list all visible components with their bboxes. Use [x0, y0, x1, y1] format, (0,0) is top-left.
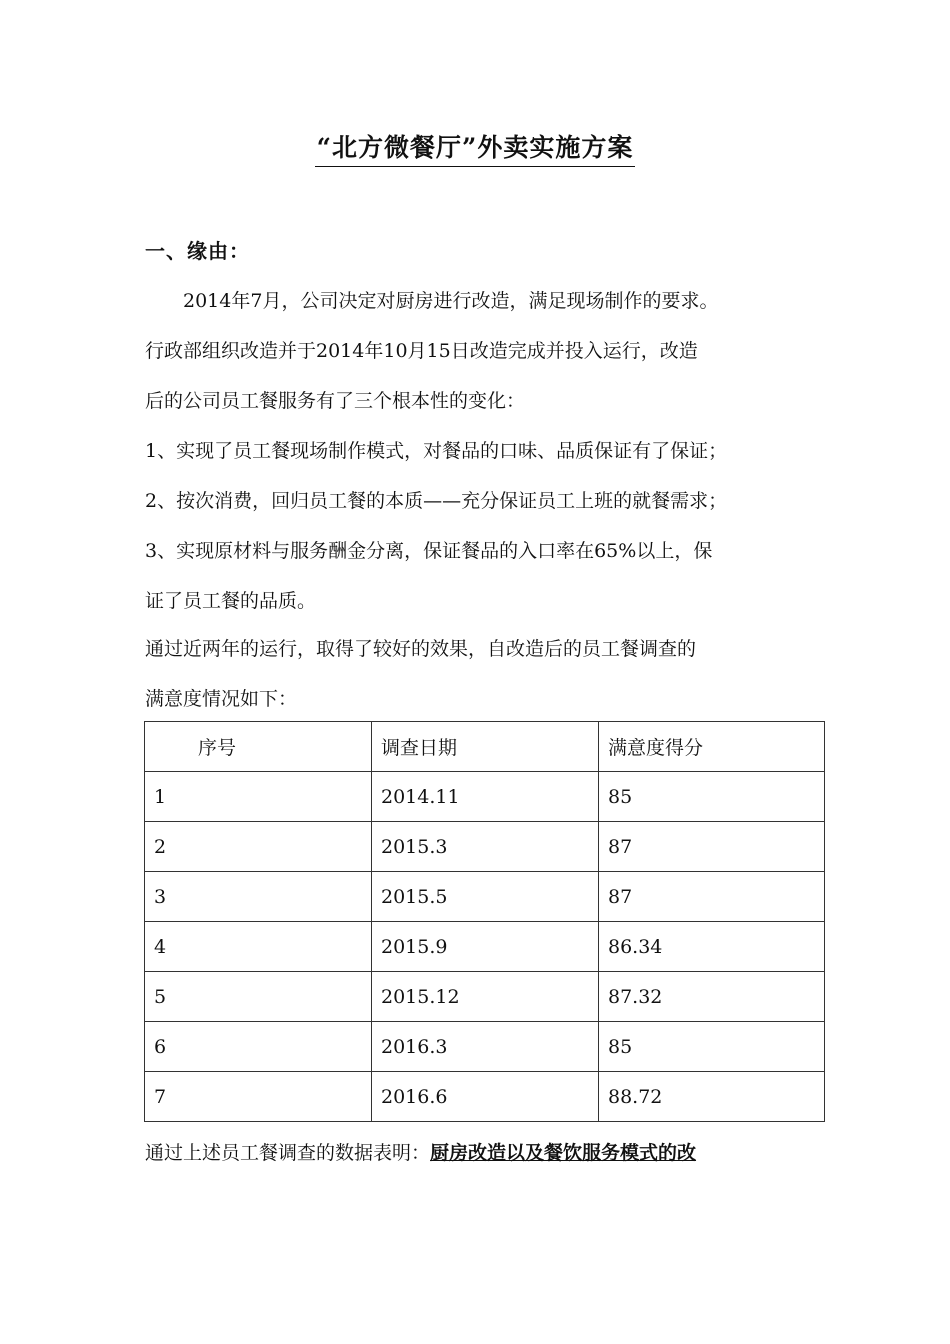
header-score: 满意度得分 [599, 722, 825, 772]
cell-date: 2015.9 [372, 922, 599, 972]
paragraph-line: 通过近两年的运行，取得了较好的效果，自改造后的员工餐调查的 [145, 638, 697, 660]
cell-index: 1 [145, 772, 372, 822]
conclusion-paragraph [145, 1128, 825, 1178]
cell-index: 7 [145, 1072, 372, 1122]
table-row [145, 972, 825, 1022]
cell-date: 2015.12 [372, 972, 599, 1022]
table-row [145, 922, 825, 972]
cell-index: 2 [145, 822, 372, 872]
cell-date: 2015.3 [372, 822, 599, 872]
header-index: 序号 [145, 722, 372, 772]
table-header-row [145, 722, 825, 772]
cell-index: 6 [145, 1022, 372, 1072]
paragraph-line: 2014年7月，公司决定对厨房进行改造，满足现场制作的要求。 [145, 290, 719, 312]
cell-date: 2014.11 [372, 772, 599, 822]
changes-list [145, 426, 825, 626]
table-row [145, 1072, 825, 1122]
cell-score: 87.32 [599, 972, 825, 1022]
cell-date: 2015.5 [372, 872, 599, 922]
conclusion-emphasis: 厨房改造以及餐饮服务模式的改 [430, 1142, 697, 1164]
table-row [145, 772, 825, 822]
cell-index: 3 [145, 872, 372, 922]
header-date: 调查日期 [372, 722, 599, 772]
paragraph-line: 行政部组织改造并于2014年10月15日改造完成并投入运行，改造 [145, 340, 698, 362]
list-item: 1、实现了员工餐现场制作模式，对餐品的口味、品质保证有了保证； [145, 440, 728, 462]
conclusion-lead: 通过上述员工餐调查的数据表明： [145, 1142, 431, 1164]
cell-score: 87 [599, 822, 825, 872]
cell-score: 85 [599, 1022, 825, 1072]
paragraph-line: 后的公司员工餐服务有了三个根本性的变化： [145, 390, 526, 412]
cell-index: 4 [145, 922, 372, 972]
satisfaction-table [144, 721, 825, 1122]
paragraph-line: 满意度情况如下： [145, 688, 298, 710]
document-title-text: “北方微餐厅”外卖实施方案 [315, 133, 636, 167]
cell-date: 2016.3 [372, 1022, 599, 1072]
cell-score: 85 [599, 772, 825, 822]
section-heading: 一、缘由： [145, 239, 250, 263]
background-paragraph [145, 276, 825, 426]
table-row [145, 1022, 825, 1072]
list-item: 3、实现原材料与服务酬金分离，保证餐品的入口率在65%以上，保 [145, 540, 713, 562]
cell-date: 2016.6 [372, 1072, 599, 1122]
list-item: 2、按次消费，回归员工餐的本质——充分保证员工上班的就餐需求； [145, 490, 728, 512]
document-title [0, 128, 950, 164]
list-item: 证了员工餐的品质。 [145, 590, 317, 612]
cell-score: 86.34 [599, 922, 825, 972]
cell-index: 5 [145, 972, 372, 1022]
table-row [145, 872, 825, 922]
cell-score: 87 [599, 872, 825, 922]
cell-score: 88.72 [599, 1072, 825, 1122]
table-row [145, 822, 825, 872]
survey-intro-paragraph [145, 624, 825, 724]
